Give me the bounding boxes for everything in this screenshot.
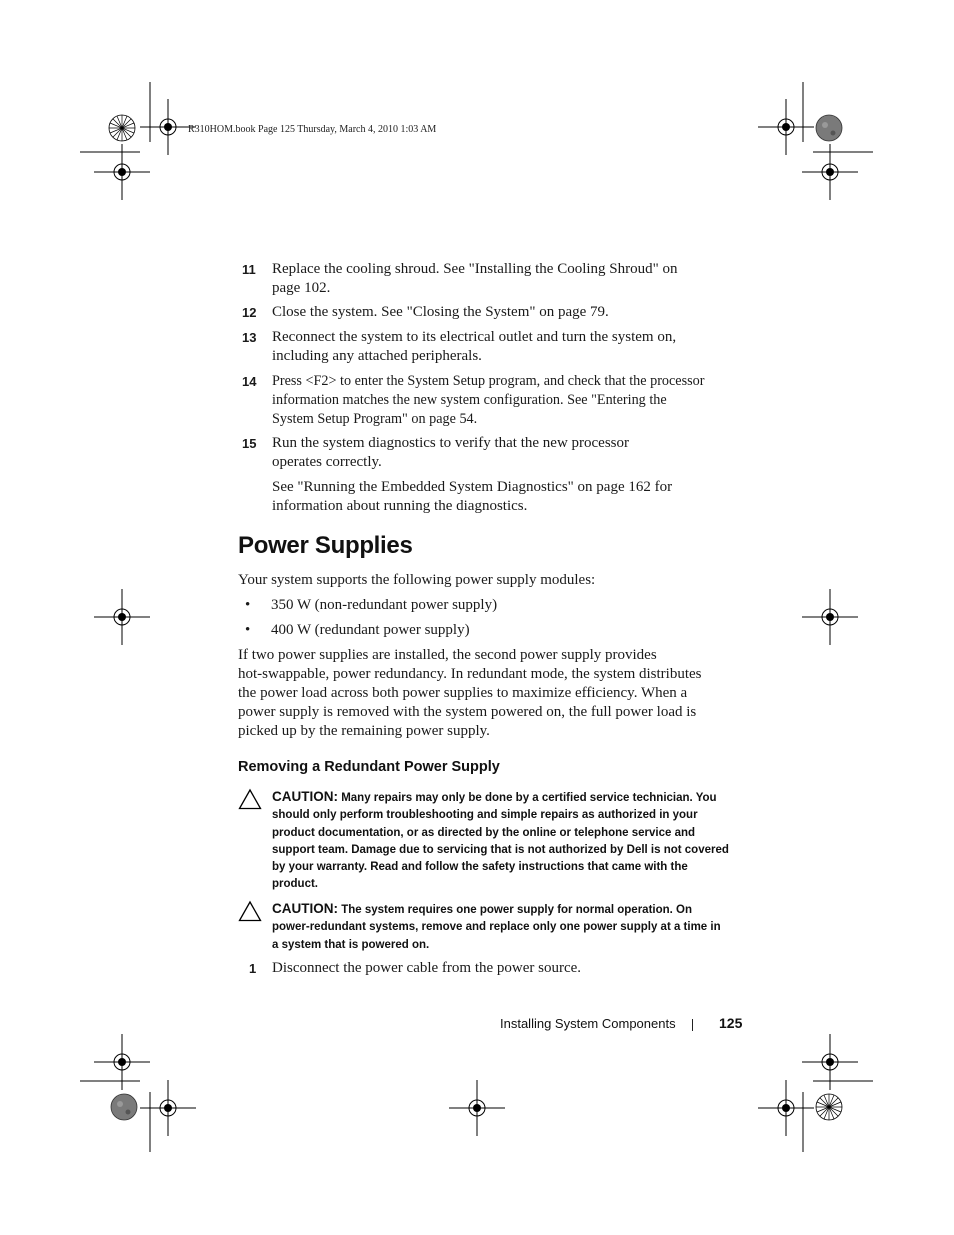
list-item-text: 350 W (non-redundant power supply) [271, 597, 498, 613]
list-item-text: 400 W (redundant power supply) [271, 622, 470, 638]
step-number: 1 [249, 961, 257, 976]
subsection-title: Removing a Redundant Power Supply [238, 759, 500, 775]
caution-triangle-icon [238, 900, 262, 922]
step-12 [238, 303, 748, 322]
caution-triangle-icon [238, 788, 262, 810]
step-text: Press <F2> to enter the System Setup program, and check that the processor information matches the new system configuration. See "Entering the System Setup Program" on page 54. [272, 373, 705, 427]
step-15 [238, 434, 748, 472]
step-text: Disconnect the power cable from the power source. [272, 960, 582, 976]
step-text: Run the system diagnostics to verify that the new processor operates correctly. [272, 435, 630, 470]
step-1 [238, 959, 748, 978]
caution-text: Many repairs may only be done by a certified service technician. You should only perform troubleshooting and simple repairs as authorized in your product documentation, or as directed by the online or telephone service and support team. Damage due to servicing that is not authorized by Dell is not covered by your warranty. Read and follow the safety instructions that came with the product. [272, 792, 729, 891]
list-item [245, 621, 470, 640]
footer-section-label: Installing System Components [500, 1016, 676, 1031]
step-text: Close the system. See "Closing the System" on page 79. [272, 304, 609, 320]
bullet-icon: • [245, 597, 251, 613]
section-paragraph: If two power supplies are installed, the second power supply provides hot-swappable, power redundancy. In redundant mode, the system distributes the power load across both power supplies to maximize efficiency. When a power supply is removed with the system powered on, the full power load is picked up by the remaining power supply. [238, 647, 702, 739]
step-number: 13 [242, 330, 257, 345]
caution-text: The system requires one power supply for normal operation. On power-redundant systems, remove and replace only one power supply at a time in a system that is powered on. [272, 904, 721, 951]
step-text: Replace the cooling shroud. See "Installing the Cooling Shroud" on page 102. [272, 261, 678, 296]
step-text: Reconnect the system to its electrical outlet and turn the system on, including any attached peripherals. [272, 329, 677, 364]
step-number: 11 [242, 262, 256, 277]
step-number: 14 [242, 374, 257, 389]
caution-note [238, 900, 743, 954]
step-11 [238, 260, 748, 298]
step-number: 15 [242, 436, 257, 451]
page-number: 125 [719, 1015, 743, 1031]
footer-divider [692, 1019, 693, 1031]
caution-label: CAUTION: [272, 901, 338, 916]
print-slug: R310HOM.book Page 125 Thursday, March 4, 2010 1:03 AM [188, 124, 437, 135]
step-number: 12 [242, 305, 257, 320]
section-title: Power Supplies [238, 532, 413, 559]
list-item [245, 596, 497, 615]
bullet-icon: • [245, 622, 251, 638]
caution-note [238, 788, 743, 894]
step-13 [238, 328, 748, 366]
step-15-note: See "Running the Embedded System Diagnostics" on page 162 for information about running the diagnostics. [272, 479, 673, 514]
caution-label: CAUTION: [272, 789, 338, 804]
step-14 [238, 372, 748, 429]
section-intro: Your system supports the following power supply modules: [238, 572, 596, 588]
